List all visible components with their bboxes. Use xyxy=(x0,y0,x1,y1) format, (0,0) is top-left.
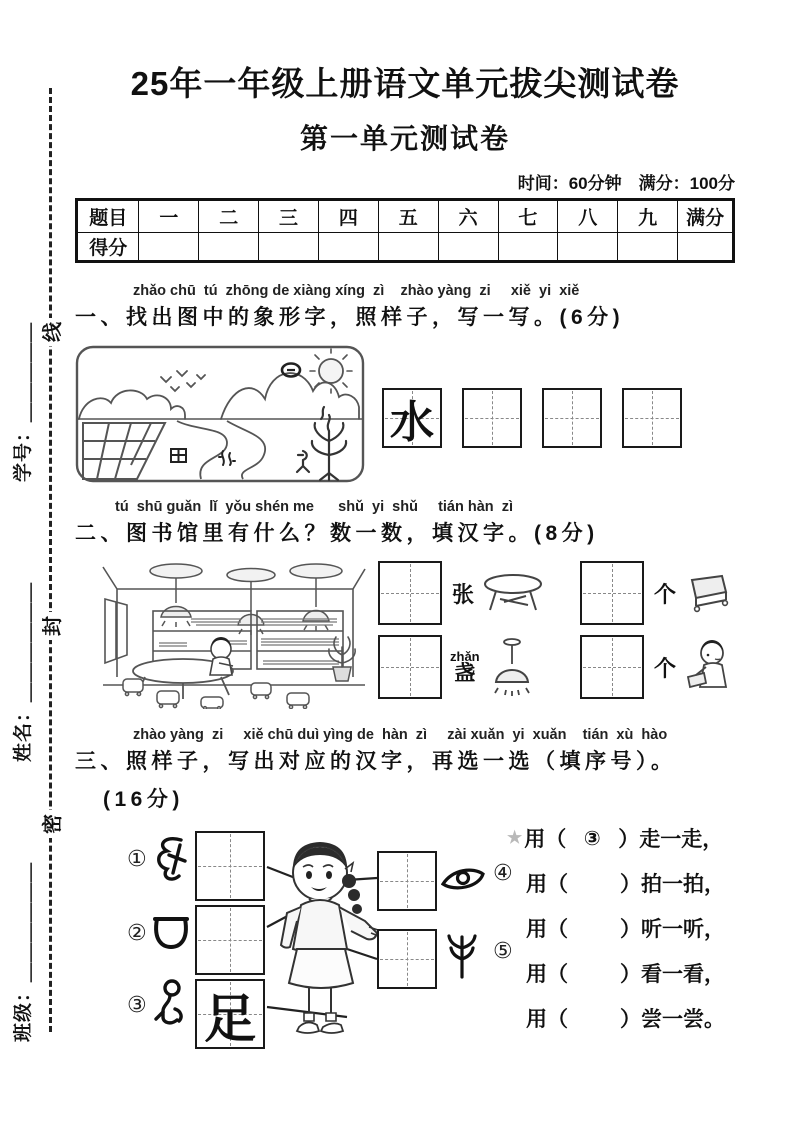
q1-pinyin: zhǎo chū tú zhōng de xiàng xíng zì zhào yàng zi xiě yi xiě xyxy=(133,283,580,299)
q3-number-3: ③ xyxy=(127,993,147,1018)
hanging-lamp-icon xyxy=(486,638,538,696)
q2-item-table xyxy=(378,561,544,625)
q3-grid-4-blank[interactable] xyxy=(377,851,437,911)
sentence-row xyxy=(507,915,735,941)
q2-measure-word-stack xyxy=(450,650,480,684)
q2-item-lamp xyxy=(378,635,538,699)
page-title: 25年一年级上册语文单元拔尖测试卷 xyxy=(130,65,680,102)
score-header-cell: 四 xyxy=(318,200,378,233)
seal-char-xian: 线 xyxy=(36,318,64,346)
sentence-text: ）听一听， xyxy=(620,917,725,941)
q3-number-2: ② xyxy=(127,921,147,946)
q3-grid-1-blank[interactable] xyxy=(195,831,265,901)
score-header-cell: 七 xyxy=(498,200,558,233)
score-header-cell: 二 xyxy=(199,200,259,233)
oracle-mouth-icon xyxy=(151,913,191,951)
q3-question-text: 三、照样子，写出对应的汉字，再选一选（填序号）。 xyxy=(75,750,677,773)
score-cell[interactable] xyxy=(558,233,618,262)
oracle-hand-icon xyxy=(445,933,479,979)
score-table-score-row xyxy=(77,233,734,262)
main-content xyxy=(75,0,735,1061)
q3-grid-2-blank[interactable] xyxy=(195,905,265,975)
q2-pinyin: tú shū guǎn lǐ yǒu shén me shǔ yi shǔ tián hàn zì xyxy=(115,499,513,515)
sentence-text: ）看一看， xyxy=(620,962,725,986)
score-cell[interactable] xyxy=(199,233,259,262)
q2-grid-blank[interactable] xyxy=(580,635,644,699)
exam-meta: 时间：60分钟 满分：100分 xyxy=(517,174,735,193)
q1-grid-blank[interactable] xyxy=(462,388,522,448)
score-header-cell: 三 xyxy=(259,200,319,233)
score-cell[interactable] xyxy=(139,233,199,262)
answer-blank[interactable]: ③ xyxy=(583,826,601,850)
sentence-text: ）拍一拍， xyxy=(620,872,725,896)
q2-measure-word: 盏 xyxy=(454,662,476,685)
score-cell[interactable] xyxy=(378,233,438,262)
round-table-icon xyxy=(482,572,544,614)
q2-grid-blank[interactable] xyxy=(378,561,442,625)
q2-measure-word: 个 xyxy=(654,655,677,681)
q3-grid-5-blank[interactable] xyxy=(377,929,437,989)
q2-content xyxy=(75,557,735,713)
q1-question-text: 一、找出图中的象形字，照样子，写一写。(6分) xyxy=(75,306,625,329)
q3-sentence-list xyxy=(507,825,735,1050)
sentence-row xyxy=(507,1005,735,1031)
stool-icon xyxy=(684,572,730,614)
q3-number-4: ④ xyxy=(493,861,513,886)
student-info-fields[interactable]: 班级：＿＿＿＿＿＿ 姓名：＿＿＿＿＿＿ 学号：＿＿＿＿＿ xyxy=(13,321,34,1042)
score-cell[interactable] xyxy=(438,233,498,262)
q3-grid-3-example xyxy=(195,979,265,1049)
q2-item-boy xyxy=(580,635,734,699)
sentence-text: ）走一走， xyxy=(618,827,724,851)
q2-grid-blank[interactable] xyxy=(378,635,442,699)
q3-score-label: (16分) xyxy=(103,788,184,811)
score-header-cell: 五 xyxy=(378,200,438,233)
seal-char-mi: 密 xyxy=(36,810,64,838)
score-header-cell: 八 xyxy=(558,200,618,233)
seal-dashed-line xyxy=(49,88,52,1032)
star-icon: ★ xyxy=(507,828,523,847)
q1-example-character: 水 xyxy=(390,398,434,447)
sentence-row xyxy=(507,825,735,851)
measure-word-pinyin: zhǎn xyxy=(450,649,480,664)
q1-grid-blank[interactable] xyxy=(622,388,682,448)
q3-number-5: ⑤ xyxy=(493,939,513,964)
oracle-ear-icon xyxy=(153,835,191,883)
score-row-label: 得分 xyxy=(77,233,139,262)
sentence-text: ）尝一尝。 xyxy=(620,1007,725,1031)
oracle-foot-icon xyxy=(153,979,189,1029)
score-header-cell: 一 xyxy=(139,200,199,233)
q3-example-character: 足 xyxy=(203,991,256,1049)
sentence-text: 用（ xyxy=(524,827,567,851)
score-cell[interactable] xyxy=(259,233,319,262)
sentence-text: 用（ xyxy=(526,1007,568,1031)
library-illustration xyxy=(101,559,367,709)
sentence-text: 用（ xyxy=(526,872,568,896)
sentence-row xyxy=(507,870,735,896)
score-header-cell: 六 xyxy=(438,200,498,233)
score-cell[interactable] xyxy=(618,233,678,262)
q1-writing-grids xyxy=(382,388,682,448)
landscape-illustration xyxy=(75,345,366,483)
score-header-cell: 满分 xyxy=(678,200,734,233)
q1-content xyxy=(75,345,735,483)
sentence-text: 用（ xyxy=(526,962,568,986)
unit-subtitle: 第一单元测试卷 xyxy=(299,123,510,154)
score-cell[interactable] xyxy=(498,233,558,262)
score-cell[interactable] xyxy=(318,233,378,262)
reading-boy-icon xyxy=(684,639,734,695)
q1-grid-example xyxy=(382,388,442,448)
q2-measure-word: 个 xyxy=(654,581,677,607)
q2-measure-word: 张 xyxy=(452,581,475,607)
score-table xyxy=(75,198,735,263)
q2-item-stool xyxy=(580,561,730,625)
oracle-eye-icon xyxy=(441,865,485,893)
score-table-header-row xyxy=(77,200,734,233)
q3-pinyin: zhào yàng zi xiě chū duì yìng de hàn zì zài xuǎn yi xuǎn tián xù hào xyxy=(133,727,668,743)
sentence-text: 用（ xyxy=(526,917,568,941)
q2-grid-blank[interactable] xyxy=(580,561,644,625)
sentence-row xyxy=(507,960,735,986)
score-header-cell: 题目 xyxy=(77,200,139,233)
q3-number-1: ① xyxy=(127,847,147,872)
score-header-cell: 九 xyxy=(618,200,678,233)
seal-char-feng: 封 xyxy=(36,612,64,640)
q1-grid-blank[interactable] xyxy=(542,388,602,448)
q2-question-text: 二、图书馆里有什么？数一数，填汉字。(8分) xyxy=(75,522,599,545)
q3-content xyxy=(75,821,735,1061)
score-cell[interactable] xyxy=(678,233,734,262)
